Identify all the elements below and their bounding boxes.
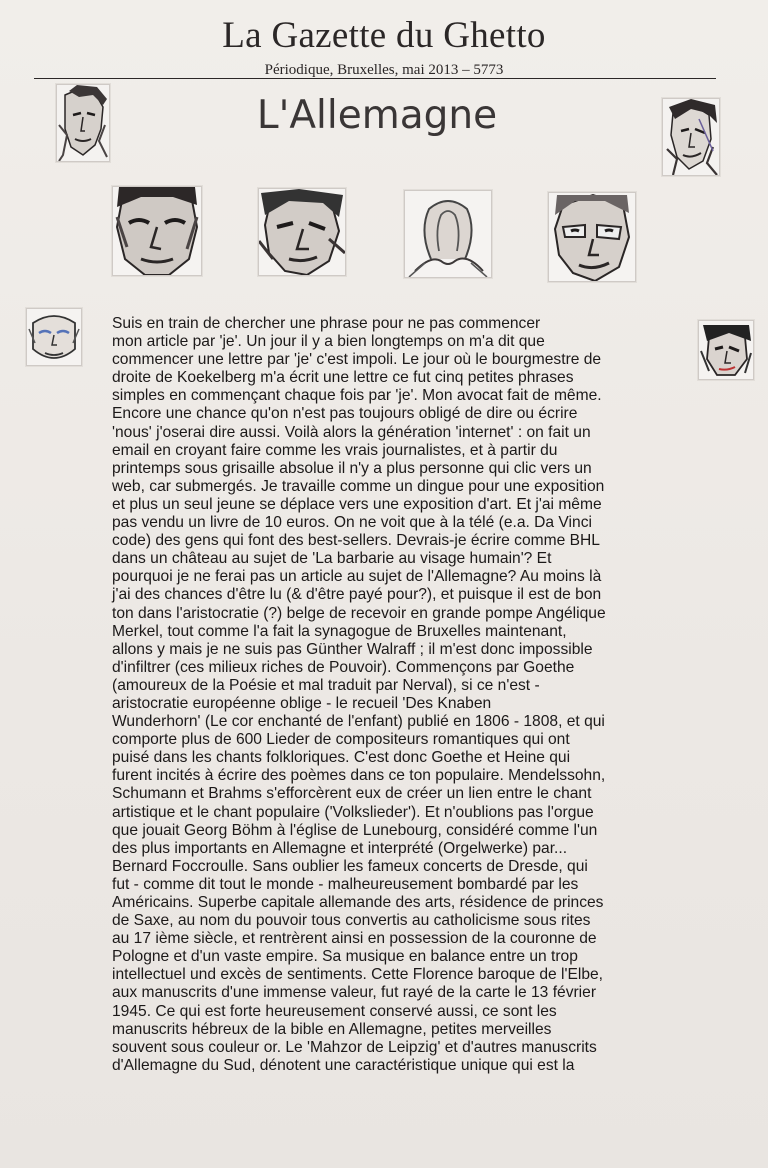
portrait-sketch-icon (258, 188, 346, 276)
article-line: au 17 ième siècle, et rentrèrent ainsi en possession de la couronne de (112, 930, 597, 948)
article-line: dans un château au sujet de 'La barbarie au visage humain'? Et (112, 550, 552, 568)
article-line: pourquoi je ne ferai pas un article au sujet de l'Allemagne? Au moins là (112, 568, 602, 586)
section-title: L'Allemagne (256, 93, 498, 138)
portrait-sketch-icon (548, 192, 636, 282)
article-line: Suis en train de chercher une phrase pour ne pas commencer (112, 315, 541, 332)
masthead-rule (34, 78, 716, 79)
article-line: et plus un seul jeune se déplace vers une exposition d'art. Et j'ai même (112, 495, 602, 513)
article-line: Encore une chance qu'on n'est pas toujours obligé de dire ou écrire (112, 405, 578, 423)
article-line: pas vendu un livre de 10 euros. On ne voit que à la télé (e.a. Da Vinci (112, 514, 592, 532)
article-line: artistique et le chant populaire ('Volkslieder'). Et n'oublions pas l'orgue (112, 803, 594, 821)
article-line: aux manuscrits d'une immense valeur, fut rayé de la carte le 13 février (112, 984, 597, 1002)
article-line: d'Allemagne du Sud, dénotent une caractéristique unique qui est la (112, 1056, 575, 1074)
article-line: Merkel, tout comme l'a fait la synagogue de Bruxelles maintenant, (112, 622, 567, 640)
article-line: ton dans l'aristocratie (?) belge de recevoir en grande pompe Angélique (112, 604, 606, 622)
article-line: Schumann et Brahms s'efforcèrent eux de créer un lien entre le chant (112, 785, 592, 803)
article-line: printemps sous grisaille absolue il n'y a plus personne qui clic vers un (112, 459, 592, 477)
article-line: (amoureux de la Poésie et mal traduit par Nerval), si ce n'est - (112, 676, 540, 694)
article-line: Wunderhorn' (Le cor enchanté de l'enfant) publié en 1806 - 1808, et qui (112, 713, 605, 731)
portrait-sketch-icon (662, 98, 720, 176)
article-line: puisé dans les chants folkloriques. C'est donc Goethe et Heine qui (112, 749, 571, 767)
article-line: web, car submergés. Je travaille comme un dingue pour une exposition (112, 477, 605, 495)
portrait-sketch-icon (404, 190, 492, 278)
article-line: Bernard Foccroulle. Sans oublier les fameux concerts de Dresde, qui (112, 857, 588, 875)
portrait-sketch-icon (26, 308, 82, 366)
article-line: mon article par 'je'. Un jour il y a bien longtemps on m'a dit que (112, 333, 545, 351)
article-line: 'nous' j'oserai dire aussi. Voilà alors la génération 'internet' : on fait un (112, 423, 591, 441)
article-line: d'infiltrer (ces milieux riches de Pouvoir). Commençons par Goethe (112, 658, 575, 676)
article-line: fut - comme dit tout le monde - malheureusement bombardé par les (112, 875, 579, 893)
article-line: des plus importants en Allemagne et interprété (Orgelwerke) par... (112, 839, 568, 857)
article-body (112, 315, 666, 1075)
article-line: 1945. Ce qui est forte heureusement conservé aussi, ce sont les (112, 1002, 557, 1020)
article-line: intellectuel und excès de sentiments. Cette Florence baroque de l'Elbe, (112, 966, 604, 984)
portrait-sketch-icon (112, 186, 202, 276)
article-line: Pologne et d'un vaste empire. Sa musique en balance entre un trop (112, 948, 578, 966)
article-line: souvent sous couleur or. Le 'Mahzor de Leipzig' et d'autres manuscrits (112, 1038, 597, 1056)
article-line: simples en commençant chaque fois par 'je'. Mon avocat fait de même. (112, 387, 602, 405)
article-line: j'ai des chances d'être lu (& d'être payé pour?), et puisque il est de bon (112, 586, 602, 604)
article-line: comporte plus de 600 Lieder de compositeurs romantiques qui ont (112, 731, 570, 749)
article-line: furent incités à écrire des poèmes dans ce ton populaire. Mendelssohn, (112, 767, 606, 785)
article-line: code) des gens qui font des best-sellers. Devrais-je écrire comme BHL (112, 532, 600, 550)
portrait-sketch-icon (698, 320, 754, 380)
masthead-title: La Gazette du Ghetto (222, 15, 546, 56)
article-line: aristocratie européenne oblige - le recueil 'Des Knaben (112, 694, 492, 712)
article-line: que jouait Georg Böhm à l'église de Lunebourg, considéré comme l'un (112, 821, 598, 839)
masthead-subtitle: Périodique, Bruxelles, mai 2013 – 5773 (264, 62, 504, 78)
article-line: manuscrits hébreux de la bible en Allemagne, petites merveilles (112, 1020, 552, 1038)
article-line: allons y mais je ne suis pas Günther Walraff ; il m'est donc impossible (112, 640, 593, 658)
article-line: email en croyant faire comme les vrais journalistes, et à partir du (112, 441, 558, 459)
portrait-sketch-icon (56, 84, 110, 162)
article-line: droite de Koekelberg m'a écrit une lettre ce fut cinq petites phrases (112, 369, 574, 387)
article-line: commencer une lettre par 'je' c'est impoli. Le jour où le bourgmestre de (112, 351, 602, 369)
article-line: Américains. Superbe capitale allemande des arts, résidence de princes (112, 894, 604, 911)
article-line: de Saxe, au nom du pouvoir tous convertis au catholicisme sous rites (112, 912, 591, 930)
